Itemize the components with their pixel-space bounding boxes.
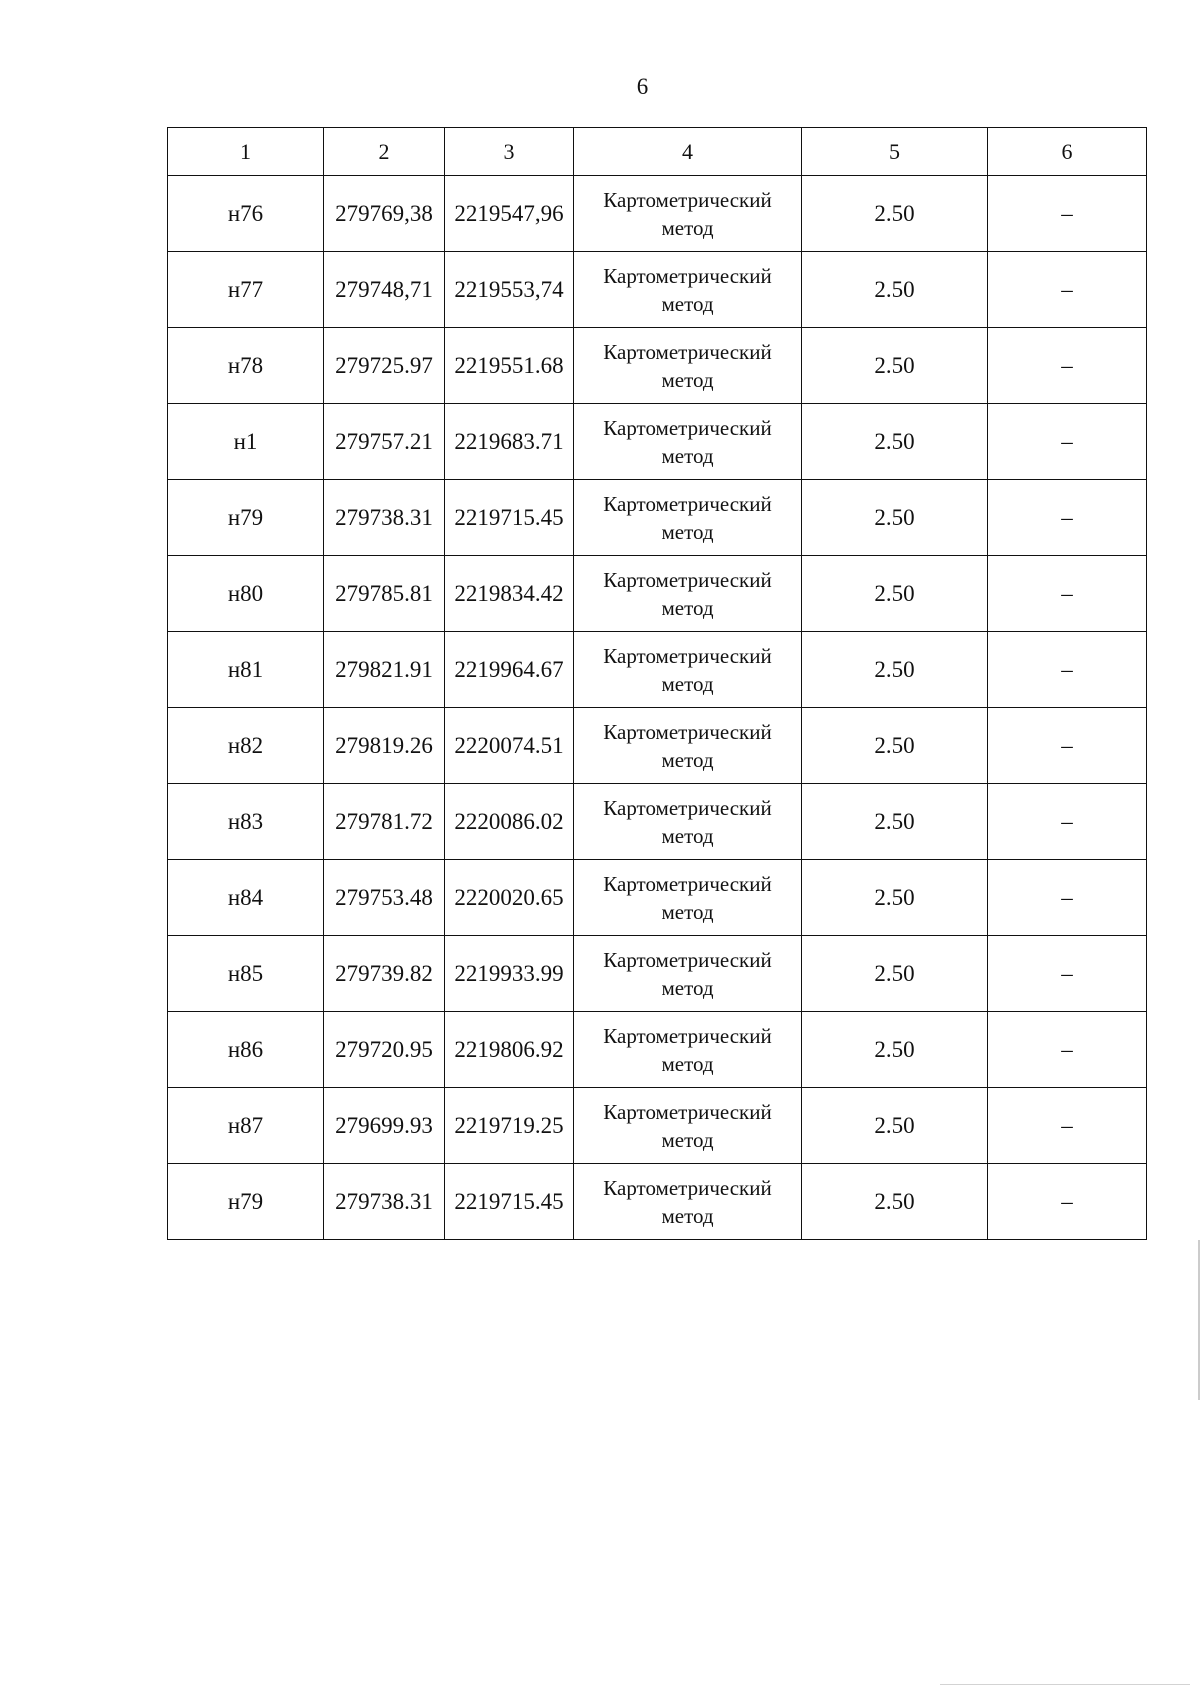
x-coordinate-cell: 279769,38 (324, 176, 445, 252)
method-line-1: Картометрический (603, 263, 772, 288)
x-coordinate-cell: 279720.95 (324, 1012, 445, 1088)
accuracy-cell: 2.50 (802, 1088, 988, 1164)
accuracy-cell: 2.50 (802, 860, 988, 936)
y-coordinate-cell: 2219719.25 (445, 1088, 574, 1164)
note-cell: – (988, 404, 1147, 480)
page-number: 6 (636, 74, 649, 99)
note-cell: – (988, 328, 1147, 404)
method-cell (574, 632, 802, 708)
method-line-2: метод (661, 215, 714, 240)
method-line-2: метод (661, 975, 714, 1000)
y-coordinate-cell: 2219964.67 (445, 632, 574, 708)
table-row (168, 480, 1147, 556)
table-row (168, 1164, 1147, 1240)
accuracy-cell: 2.50 (802, 176, 988, 252)
accuracy-cell: 2.50 (802, 480, 988, 556)
point-cell: н76 (168, 176, 324, 252)
note-cell: – (988, 708, 1147, 784)
note-cell: – (988, 936, 1147, 1012)
y-coordinate-cell: 2219806.92 (445, 1012, 574, 1088)
note-cell: – (988, 556, 1147, 632)
header-cell-1: 1 (168, 128, 324, 176)
table-row (168, 328, 1147, 404)
y-coordinate-cell: 2219553,74 (445, 252, 574, 328)
accuracy-cell: 2.50 (802, 1164, 988, 1240)
header-cell-4: 4 (574, 128, 802, 176)
table-row (168, 176, 1147, 252)
x-coordinate-cell: 279821.91 (324, 632, 445, 708)
y-coordinate-cell: 2219683.71 (445, 404, 574, 480)
y-coordinate-cell: 2219834.42 (445, 556, 574, 632)
note-cell: – (988, 784, 1147, 860)
method-line-1: Картометрический (603, 643, 772, 668)
accuracy-cell: 2.50 (802, 784, 988, 860)
method-cell (574, 1012, 802, 1088)
method-line-2: метод (661, 747, 714, 772)
method-cell (574, 176, 802, 252)
table-row (168, 632, 1147, 708)
method-line-2: метод (661, 1051, 714, 1076)
note-cell: – (988, 632, 1147, 708)
method-line-1: Картометрический (603, 947, 772, 972)
table-row (168, 936, 1147, 1012)
x-coordinate-cell: 279753.48 (324, 860, 445, 936)
table-row (168, 708, 1147, 784)
header-cell-5: 5 (802, 128, 988, 176)
x-coordinate-cell: 279785.81 (324, 556, 445, 632)
method-line-2: метод (661, 291, 714, 316)
header-row (168, 128, 1147, 176)
method-line-1: Картометрический (603, 871, 772, 896)
method-cell (574, 404, 802, 480)
table-row (168, 1012, 1147, 1088)
note-cell: – (988, 860, 1147, 936)
point-cell: н78 (168, 328, 324, 404)
accuracy-cell: 2.50 (802, 708, 988, 784)
accuracy-cell: 2.50 (802, 936, 988, 1012)
coordinates-table (167, 127, 1147, 1240)
method-cell (574, 480, 802, 556)
table-row (168, 1088, 1147, 1164)
point-cell: н80 (168, 556, 324, 632)
table-row (168, 252, 1147, 328)
x-coordinate-cell: 279757.21 (324, 404, 445, 480)
accuracy-cell: 2.50 (802, 328, 988, 404)
point-cell: н82 (168, 708, 324, 784)
method-line-2: метод (661, 823, 714, 848)
method-line-1: Картометрический (603, 1175, 772, 1200)
method-cell (574, 708, 802, 784)
point-cell: н81 (168, 632, 324, 708)
method-line-1: Картометрический (603, 719, 772, 744)
method-line-1: Картометрический (603, 795, 772, 820)
table-row (168, 860, 1147, 936)
point-cell: н84 (168, 860, 324, 936)
y-coordinate-cell: 2219715.45 (445, 1164, 574, 1240)
point-cell: н79 (168, 1164, 324, 1240)
table-row (168, 404, 1147, 480)
header-cell-2: 2 (324, 128, 445, 176)
method-line-2: метод (661, 1127, 714, 1152)
x-coordinate-cell: 279738.31 (324, 1164, 445, 1240)
point-cell: н87 (168, 1088, 324, 1164)
y-coordinate-cell: 2219551.68 (445, 328, 574, 404)
method-line-2: метод (661, 899, 714, 924)
table-row (168, 556, 1147, 632)
method-line-1: Картометрический (603, 567, 772, 592)
header-cell-6: 6 (988, 128, 1147, 176)
method-line-1: Картометрический (603, 491, 772, 516)
table-row (168, 784, 1147, 860)
point-cell: н85 (168, 936, 324, 1012)
note-cell: – (988, 1088, 1147, 1164)
point-cell: н79 (168, 480, 324, 556)
y-coordinate-cell: 2220086.02 (445, 784, 574, 860)
method-cell (574, 328, 802, 404)
method-cell (574, 860, 802, 936)
accuracy-cell: 2.50 (802, 556, 988, 632)
method-cell (574, 252, 802, 328)
point-cell: н1 (168, 404, 324, 480)
point-cell: н83 (168, 784, 324, 860)
x-coordinate-cell: 279748,71 (324, 252, 445, 328)
x-coordinate-cell: 279725.97 (324, 328, 445, 404)
note-cell: – (988, 176, 1147, 252)
y-coordinate-cell: 2219547,96 (445, 176, 574, 252)
y-coordinate-cell: 2219933.99 (445, 936, 574, 1012)
accuracy-cell: 2.50 (802, 1012, 988, 1088)
note-cell: – (988, 1012, 1147, 1088)
method-cell (574, 1088, 802, 1164)
table-header (168, 128, 1147, 176)
method-cell (574, 1164, 802, 1240)
method-line-1: Картометрический (603, 415, 772, 440)
method-line-2: метод (661, 671, 714, 696)
accuracy-cell: 2.50 (802, 252, 988, 328)
table-body (168, 176, 1147, 1240)
point-cell: н77 (168, 252, 324, 328)
method-cell (574, 784, 802, 860)
method-line-2: метод (661, 443, 714, 468)
y-coordinate-cell: 2219715.45 (445, 480, 574, 556)
x-coordinate-cell: 279781.72 (324, 784, 445, 860)
method-line-1: Картометрический (603, 339, 772, 364)
accuracy-cell: 2.50 (802, 404, 988, 480)
x-coordinate-cell: 279819.26 (324, 708, 445, 784)
x-coordinate-cell: 279699.93 (324, 1088, 445, 1164)
y-coordinate-cell: 2220074.51 (445, 708, 574, 784)
method-line-2: метод (661, 367, 714, 392)
y-coordinate-cell: 2220020.65 (445, 860, 574, 936)
method-line-2: метод (661, 595, 714, 620)
method-cell (574, 556, 802, 632)
method-cell (574, 936, 802, 1012)
point-cell: н86 (168, 1012, 324, 1088)
note-cell: – (988, 480, 1147, 556)
method-line-1: Картометрический (603, 1023, 772, 1048)
method-line-1: Картометрический (603, 1099, 772, 1124)
note-cell: – (988, 1164, 1147, 1240)
method-line-2: метод (661, 1203, 714, 1228)
x-coordinate-cell: 279739.82 (324, 936, 445, 1012)
method-line-1: Картометрический (603, 187, 772, 212)
note-cell: – (988, 252, 1147, 328)
method-line-2: метод (661, 519, 714, 544)
accuracy-cell: 2.50 (802, 632, 988, 708)
x-coordinate-cell: 279738.31 (324, 480, 445, 556)
header-cell-3: 3 (445, 128, 574, 176)
scan-artifact-bottom (940, 1684, 1190, 1685)
